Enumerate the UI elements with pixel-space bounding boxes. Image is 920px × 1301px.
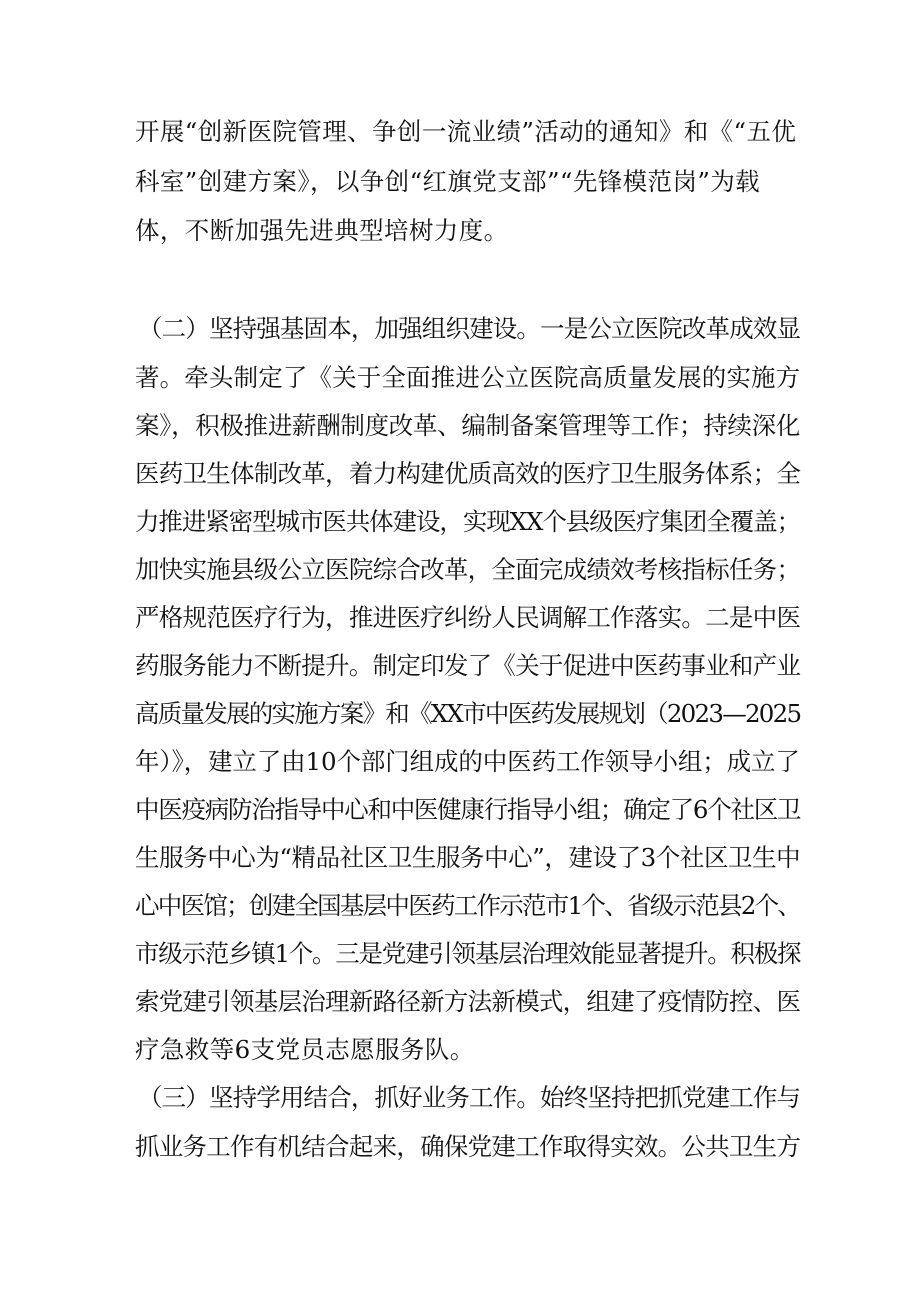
text-line: 高质量发展的实施方案》和《XX市中医药发展规划（2023—2025 — [135, 699, 801, 728]
text-line: 科室”创建方案》，以争创“红旗党支部”“先锋模范岗”为载 — [135, 167, 761, 196]
text-line: 疗急救等6支党员志愿服务队。 — [135, 1035, 475, 1064]
text-line: 力推进紧密型城市医共体建设，实现XX个县级医疗集团全覆盖； — [135, 507, 800, 536]
text-line: 心中医馆；创建全国基层中医药工作示范市1个、省级示范县2个、 — [135, 891, 801, 920]
text-line: 索党建引领基层治理新路径新方法新模式，组建了疫情防控、医 — [135, 987, 801, 1016]
text-line: 年）》，建立了由10个部门组成的中医药工作领导小组；成立了 — [135, 747, 800, 776]
text-line: 严格规范医疗行为，推进医疗纠纷人民调解工作落实。二是中医 — [135, 603, 801, 632]
section-heading-line: （三）坚持学用结合，抓好业务工作。始终坚持把抓党建工作与 — [138, 1083, 801, 1112]
text-line: 著。牵头制定了《关于全面推进公立医院高质量发展的实施方 — [135, 363, 801, 392]
text-line: 生服务中心为“精品社区卫生服务中心”，建设了3个社区卫生中 — [135, 843, 801, 872]
text-line: 药服务能力不断提升。制定印发了《关于促进中医药事业和产业 — [135, 651, 801, 680]
text-line: 案》，积极推进薪酬制度改革、编制备案管理等工作；持续深化 — [135, 411, 800, 440]
text-line: 中医疫病防治指导中心和中医健康行指导小组；确定了6个社区卫 — [135, 795, 801, 824]
text-line: 市级示范乡镇1个。三是党建引领基层治理效能显著提升。积极探 — [135, 939, 801, 968]
text-line: 医药卫生体制改革，着力构建优质高效的医疗卫生服务体系；全 — [135, 459, 801, 488]
text-line: 体，不断加强先进典型培树力度。 — [135, 216, 509, 245]
text-line: 加快实施县级公立医院综合改革，全面完成绩效考核指标任务； — [135, 555, 801, 584]
section-heading-line: （二）坚持强基固本，加强组织建设。一是公立医院改革成效显 — [138, 314, 801, 343]
text-line: 抓业务工作有机结合起来，确保党建工作取得实效。公共卫生方 — [135, 1132, 801, 1161]
text-line: 开展“创新医院管理、争创一流业绩”活动的通知》和《“五优 — [135, 117, 797, 146]
